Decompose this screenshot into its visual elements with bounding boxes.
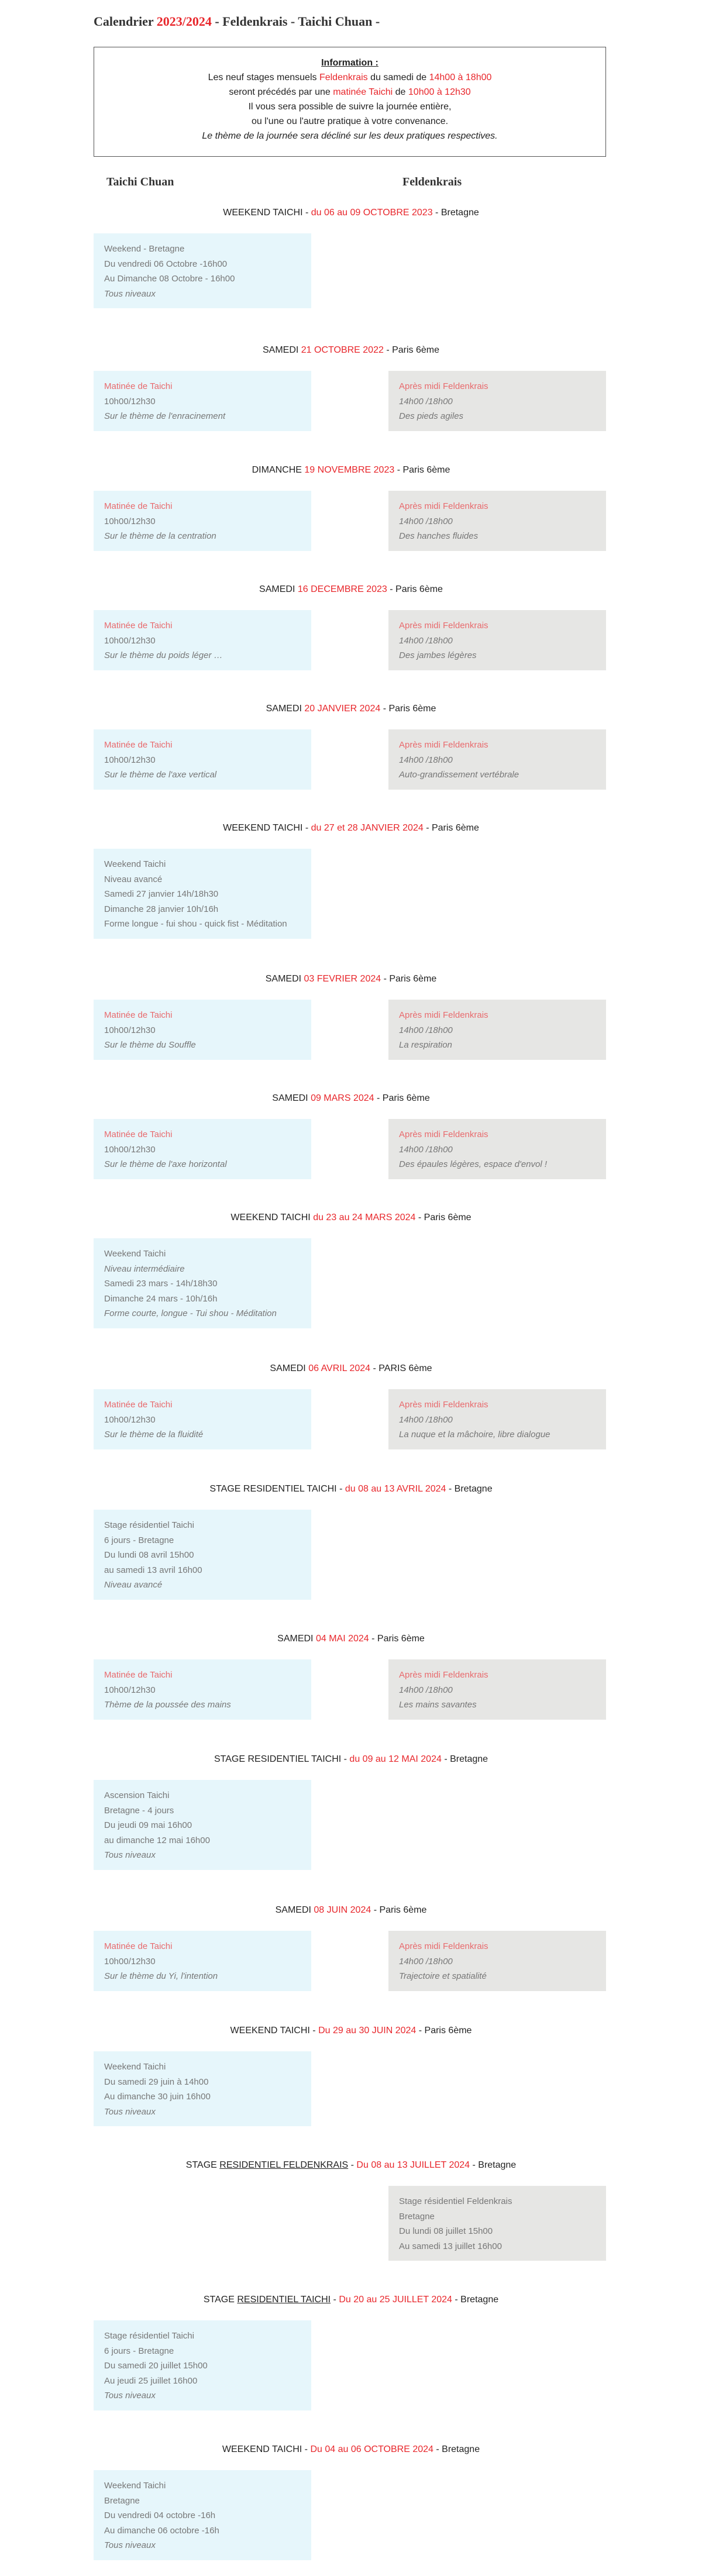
card-line: Matinée de Taichi — [104, 1670, 173, 1680]
card-line: 14h00 /18h00 — [399, 1144, 453, 1155]
taichi-card — [94, 610, 311, 670]
feldenkrais-card — [388, 610, 606, 670]
card-line: Niveau avancé — [104, 874, 163, 884]
feldenkrais-card — [388, 1000, 606, 1060]
page-title: Calendrier 2023/2024 - Feldenkrais - Taichi Chuan - — [94, 14, 380, 29]
taichi-card — [94, 1931, 311, 1991]
feldenkrais-card — [388, 1389, 606, 1449]
card-line: Après midi Feldenkrais — [399, 501, 488, 511]
card-line: 10h00/12h30 — [104, 1685, 156, 1695]
card-line: Ascension Taichi — [104, 1790, 170, 1800]
card-line: 14h00 /18h00 — [399, 1414, 453, 1425]
card-line: Stage résidentiel Feldenkrais — [399, 2196, 512, 2206]
card-line: Sur le thème du Souffle — [104, 1040, 196, 1050]
taichi-card — [94, 1238, 311, 1328]
card-line: Forme courte, longue - Tui shou - Méditation — [104, 1308, 277, 1318]
card-line: 10h00/12h30 — [104, 516, 156, 526]
card-line: Du lundi 08 juillet 15h00 — [399, 2226, 493, 2236]
card-line: Niveau intermédiaire — [104, 1263, 185, 1274]
card-line: 14h00 /18h00 — [399, 635, 453, 646]
card-line: 6 jours - Bretagne — [104, 2346, 174, 2356]
card-line: Après midi Feldenkrais — [399, 740, 488, 750]
card-line: 10h00/12h30 — [104, 396, 156, 407]
event-title: WEEKEND TAICHI - du 27 et 28 JANVIER 2024 - Paris 6ème — [223, 823, 479, 833]
card-line: Sur le thème de la fluidité — [104, 1430, 204, 1439]
information-box — [94, 47, 606, 157]
card-line: Après midi Feldenkrais — [399, 1400, 488, 1410]
card-line: Matinée de Taichi — [104, 1400, 173, 1410]
taichi-card — [94, 233, 311, 308]
card-line: Bretagne - 4 jours — [104, 1805, 174, 1816]
card-line: Après midi Feldenkrais — [399, 1670, 488, 1680]
taichi-card — [94, 849, 311, 939]
card-line: Des jambes légères — [399, 650, 477, 660]
information-heading: Information : — [321, 58, 378, 68]
card-line: Matinée de Taichi — [104, 501, 173, 511]
card-line: 10h00/12h30 — [104, 1414, 156, 1425]
card-line: Des hanches fluides — [399, 531, 479, 541]
card-line: Du vendredi 04 octobre -16h — [104, 2510, 216, 2520]
card-line: Du samedi 20 juillet 15h00 — [104, 2361, 208, 2371]
card-line: Matinée de Taichi — [104, 740, 173, 750]
feldenkrais-card — [388, 371, 606, 431]
card-line: Matinée de Taichi — [104, 1129, 173, 1139]
feldenkrais-card — [388, 1119, 606, 1179]
card-line: Weekend Taichi — [104, 859, 166, 869]
taichi-card — [94, 1389, 311, 1449]
card-line: Sur le thème de l'axe vertical — [104, 770, 217, 780]
card-line: Au samedi 13 juillet 16h00 — [399, 2241, 502, 2251]
card-line: Sur le thème de l'enracinement — [104, 411, 226, 421]
card-line: Matinée de Taichi — [104, 1010, 173, 1020]
event-title: SAMEDI 09 MARS 2024 - Paris 6ème — [272, 1093, 430, 1103]
card-line: Du lundi 08 avril 15h00 — [104, 1550, 194, 1560]
card-line: au samedi 13 avril 16h00 — [104, 1565, 202, 1575]
card-line: 14h00 /18h00 — [399, 1956, 453, 1967]
card-line: Du jeudi 09 mai 16h00 — [104, 1820, 192, 1830]
card-line: Matinée de Taichi — [104, 1941, 173, 1951]
card-line: 10h00/12h30 — [104, 1956, 156, 1967]
card-line: Au jeudi 25 juillet 16h00 — [104, 2375, 198, 2386]
taichi-card — [94, 1000, 311, 1060]
card-line: Weekend Taichi — [104, 2062, 166, 2072]
event-title: SAMEDI 21 OCTOBRE 2022 - Paris 6ème — [262, 345, 440, 355]
card-line: Au dimanche 30 juin 16h00 — [104, 2092, 211, 2102]
card-line: Du vendredi 06 Octobre -16h00 — [104, 259, 228, 269]
event-title: STAGE RESIDENTIEL TAICHI - du 09 au 12 MAI 2024 - Bretagne — [214, 1754, 488, 1764]
card-line: Au dimanche 06 octobre -16h — [104, 2525, 219, 2536]
event-title: DIMANCHE 19 NOVEMBRE 2023 - Paris 6ème — [252, 465, 450, 475]
card-line: Stage résidentiel Taichi — [104, 2331, 194, 2341]
card-line: Après midi Feldenkrais — [399, 381, 488, 391]
card-line: Dimanche 28 janvier 10h/16h — [104, 904, 219, 914]
card-line: Thème de la poussée des mains — [104, 1700, 231, 1710]
event-title: STAGE RESIDENTIEL TAICHI - du 08 au 13 AVRIL 2024 - Bretagne — [209, 1484, 493, 1494]
information-line: Les neuf stages mensuels Feldenkrais du samedi de 14h00 à 18h00 — [208, 73, 492, 82]
event-title: SAMEDI 16 DECEMBRE 2023 - Paris 6ème — [259, 584, 443, 594]
event-title: SAMEDI 06 AVRIL 2024 - PARIS 6ème — [270, 1363, 432, 1373]
event-title: WEEKEND TAICHI - du 06 au 09 OCTOBRE 2023 - Bretagne — [223, 208, 479, 218]
feldenkrais-card — [388, 729, 606, 790]
event-title: WEEKEND TAICHI - Du 04 au 06 OCTOBRE 2024 - Bretagne — [222, 2444, 480, 2454]
taichi-card — [94, 1510, 311, 1600]
card-line: Weekend Taichi — [104, 2481, 166, 2491]
card-line: Après midi Feldenkrais — [399, 621, 488, 631]
card-line: au dimanche 12 mai 16h00 — [104, 1835, 210, 1845]
card-line: Matinée de Taichi — [104, 621, 173, 631]
taichi-card — [94, 729, 311, 790]
card-line: Sur le thème du Yi, l'intention — [104, 1971, 218, 1981]
column-heading-taichi: Taichi Chuan — [106, 175, 174, 188]
event-title: WEEKEND TAICHI - Du 29 au 30 JUIN 2024 - Paris 6ème — [230, 2026, 472, 2036]
feldenkrais-card — [388, 491, 606, 551]
event-title: SAMEDI 08 JUIN 2024 - Paris 6ème — [275, 1905, 427, 1915]
card-line: 14h00 /18h00 — [399, 516, 453, 526]
card-line: Sur le thème de l'axe horizontal — [104, 1159, 227, 1169]
card-line: Après midi Feldenkrais — [399, 1129, 488, 1139]
card-line: Des pieds agiles — [399, 411, 464, 421]
card-line: Niveau avancé — [104, 1580, 163, 1590]
card-line: 10h00/12h30 — [104, 1025, 156, 1035]
event-title: SAMEDI 20 JANVIER 2024 - Paris 6ème — [266, 704, 436, 714]
information-line: ou l'une ou l'autre pratique à votre convenance. — [251, 116, 449, 126]
card-line: Tous niveaux — [104, 288, 156, 299]
card-line: Tous niveaux — [104, 2391, 156, 2401]
card-line: Du samedi 29 juin à 14h00 — [104, 2076, 209, 2087]
card-line: Weekend - Bretagne — [104, 244, 185, 254]
card-line: 10h00/12h30 — [104, 1144, 156, 1155]
card-line: Forme longue - fui shou - quick fist - Méditation — [104, 919, 287, 929]
taichi-card — [94, 2470, 311, 2560]
card-line: 6 jours - Bretagne — [104, 1535, 174, 1545]
card-line: Stage résidentiel Taichi — [104, 1520, 194, 1530]
card-line: 10h00/12h30 — [104, 635, 156, 646]
card-line: Tous niveaux — [104, 2540, 156, 2550]
taichi-card — [94, 1780, 311, 1870]
event-title: SAMEDI 04 MAI 2024 - Paris 6ème — [277, 1634, 425, 1644]
card-line: 14h00 /18h00 — [399, 396, 453, 407]
card-line: Weekend Taichi — [104, 1249, 166, 1259]
card-line: Après midi Feldenkrais — [399, 1010, 488, 1020]
event-title: SAMEDI 03 FEVRIER 2024 - Paris 6ème — [265, 974, 437, 984]
card-line: Sur le thème du poids léger … — [104, 650, 223, 660]
card-line: Tous niveaux — [104, 2106, 156, 2117]
card-line: 14h00 /18h00 — [399, 1025, 453, 1035]
card-line: Au Dimanche 08 Octobre - 16h00 — [104, 274, 235, 284]
card-line: Samedi 23 mars - 14h/18h30 — [104, 1279, 218, 1289]
event-title: STAGE RESIDENTIEL FELDENKRAIS - Du 08 au 13 JUILLET 2024 - Bretagne — [185, 2160, 517, 2170]
card-line: Matinée de Taichi — [104, 381, 173, 391]
card-line: Les mains savantes — [399, 1700, 477, 1710]
taichi-card — [94, 2051, 311, 2126]
card-line: 10h00/12h30 — [104, 755, 156, 765]
card-line: La respiration — [399, 1040, 452, 1050]
card-line: Des épaules légères, espace d'envol ! — [399, 1159, 548, 1169]
information-line: seront précédés par une matinée Taichi de 10h00 à 12h30 — [229, 87, 471, 97]
card-line: Tous niveaux — [104, 1850, 156, 1860]
feldenkrais-card — [388, 1659, 606, 1720]
card-line: Après midi Feldenkrais — [399, 1941, 488, 1951]
taichi-card — [94, 1119, 311, 1179]
information-line: Le thème de la journée sera décliné sur les deux pratiques respectives. — [202, 131, 498, 141]
information-line: Il vous sera possible de suivre la journée entière, — [248, 102, 452, 112]
feldenkrais-card — [388, 1931, 606, 1991]
taichi-card — [94, 2320, 311, 2410]
card-line: Trajectoire et spatialité — [399, 1971, 487, 1981]
card-line: 14h00 /18h00 — [399, 1685, 453, 1695]
card-line: Auto-grandissement vertébrale — [399, 770, 519, 780]
card-line: 14h00 /18h00 — [399, 755, 453, 765]
card-line: Bretagne — [104, 2495, 140, 2506]
card-line: Dimanche 24 mars - 10h/16h — [104, 1293, 218, 1304]
taichi-card — [94, 371, 311, 431]
event-title: WEEKEND TAICHI du 23 au 24 MARS 2024 - Paris 6ème — [230, 1213, 472, 1222]
column-heading-feldenkrais: Feldenkrais — [402, 175, 462, 188]
card-line: Samedi 27 janvier 14h/18h30 — [104, 889, 219, 899]
card-line: Bretagne — [399, 2211, 435, 2222]
taichi-card — [94, 1659, 311, 1720]
taichi-card — [94, 491, 311, 551]
card-line: La nuque et la mâchoire, libre dialogue — [399, 1430, 550, 1439]
card-line: Sur le thème de la centration — [104, 531, 216, 541]
event-title: STAGE RESIDENTIEL TAICHI - Du 20 au 25 JUILLET 2024 - Bretagne — [203, 2295, 499, 2305]
feldenkrais-card — [388, 2186, 606, 2261]
